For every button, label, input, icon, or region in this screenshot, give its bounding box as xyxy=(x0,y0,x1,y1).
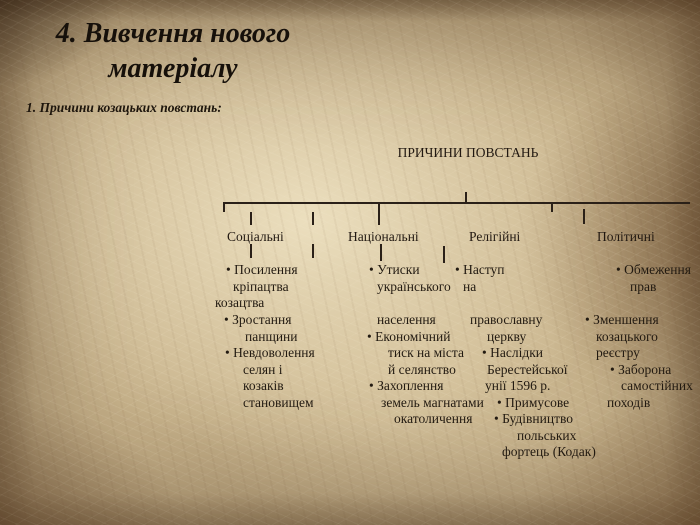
diagram-text-line: козацького xyxy=(596,329,658,344)
slide-title-line2: матеріалу xyxy=(108,53,238,84)
diagram-text-line: самостійних xyxy=(621,378,693,393)
connector-tick xyxy=(551,202,553,212)
diagram-text-line: • Захоплення xyxy=(369,378,444,393)
diagram-text-line: польських xyxy=(517,428,577,443)
diagram-text-line: • Невдоволення xyxy=(225,345,315,360)
connector-left-end-tick xyxy=(223,202,225,212)
diagram-text-line: панщини xyxy=(245,329,298,344)
connector-dash xyxy=(583,209,585,224)
diagram-text-line: • Зменшення xyxy=(585,312,659,327)
connector-dash xyxy=(443,246,445,263)
diagram-text-line: унії 1596 р. xyxy=(485,378,551,393)
diagram-text-line: церкву xyxy=(487,329,527,344)
connector-dash xyxy=(250,212,252,225)
diagram-text-line: окатоличення xyxy=(394,411,473,426)
diagram-text-line: й селянство xyxy=(388,362,456,377)
diagram-text-line: • Наступ xyxy=(455,262,505,277)
branch-label-socialni: Соціальні xyxy=(227,229,284,244)
diagram-text-line: українського xyxy=(377,279,451,294)
diagram-text-line: козацтва xyxy=(215,295,265,310)
diagram-text-line: становищем xyxy=(243,395,314,410)
diagram-text-line: населення xyxy=(377,312,436,327)
connector-dash xyxy=(312,212,314,225)
diagram-text-line: реєстру xyxy=(596,345,640,360)
diagram-text-line: • Утиски xyxy=(369,262,420,277)
diagram-text-line: • Економічний xyxy=(367,329,451,344)
connector-tick xyxy=(378,202,380,225)
branch-label-nacionalni: Національні xyxy=(348,229,419,244)
diagram-text-line: фортець (Кодак) xyxy=(502,444,596,459)
diagram-text-line: • Заборона xyxy=(610,362,672,377)
diagram-title: ПРИЧИНИ ПОВСТАНЬ xyxy=(397,145,539,160)
diagram-text-line: походів xyxy=(607,395,651,410)
diagram-text-line: • Обмеження xyxy=(616,262,691,277)
slide-title-line1: 4. Вивчення нового xyxy=(55,18,291,49)
diagram-text-line: Берестейської xyxy=(487,362,568,377)
diagram-text-line: • Зростання xyxy=(224,312,292,327)
diagram-text-line: • Примусове xyxy=(497,395,570,410)
connector-horizontal-line xyxy=(223,202,690,204)
diagram-text-line: • Наслідки xyxy=(482,345,543,360)
slide-title xyxy=(36,16,310,86)
diagram-text-line: на xyxy=(463,279,477,294)
diagram-text-line: кріпацтва xyxy=(233,279,289,294)
branch-label-politychni: Політичні xyxy=(597,229,655,244)
branch-label-religiyni: Релігійні xyxy=(469,229,521,244)
diagram-text-line: земель магнатами xyxy=(381,395,484,410)
diagram-text-line: • Будівництво xyxy=(494,411,574,426)
diagram-text-line: • Посилення xyxy=(226,262,298,277)
diagram-text-line: тиск на міста xyxy=(388,345,464,360)
diagram-text-line: прав xyxy=(630,279,657,294)
diagram-text-line: православну xyxy=(470,312,543,327)
connector-dash xyxy=(380,244,382,261)
slide-subtitle: 1. Причини козацьких повстань: xyxy=(26,100,222,115)
connector-dash xyxy=(250,244,252,258)
diagram-text-line: козаків xyxy=(243,378,284,393)
diagram-text-line: селян і xyxy=(243,362,283,377)
connector-dash xyxy=(312,244,314,258)
